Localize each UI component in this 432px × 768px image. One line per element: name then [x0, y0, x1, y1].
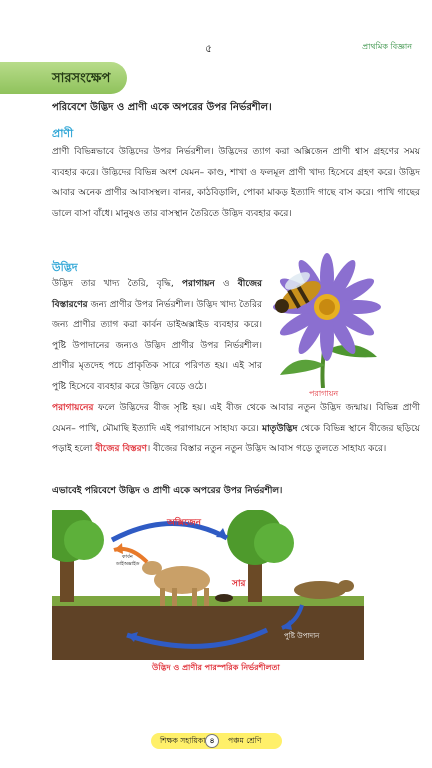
term-mother-plant: মাতৃউদ্ভিদ [262, 423, 298, 434]
summary-title: সারসংক্ষেপ [52, 71, 111, 86]
label-oxygen: অক্সিজেন [167, 518, 202, 528]
label-co2-line1: কার্বন [122, 554, 133, 560]
term-pollination-red: পরাগায়নের [52, 403, 94, 413]
label-co2-line2: ডাইঅক্সাইড [116, 561, 140, 567]
text-run: ফলে উদ্ভিদের বীজ সৃষ্টি হয়। এই বীজ থেকে আবার নতুন উদ্ভিদ জন্মায়। বিভিন্ন প্রাণী যেমন– পাখি, মৌমাছি ইত্যাদি এই পরাগায়নে সাহায্য করে। [52, 403, 420, 434]
text-run: থেকে বিভিন্ন স্থানে বীজের ছড়িয়ে পড়াই হলো [52, 423, 420, 454]
footer-class: পঞ্চম শ্রেণি [228, 736, 262, 745]
footer-book-title: শিক্ষক সহায়িকা [160, 736, 206, 745]
conclusion-sentence: এভাবেই পরিবেশে উদ্ভিদ ও প্রাণী একে অপরের উপর নির্ভরশীল। [52, 486, 283, 496]
heading-prani: প্রাণী [52, 127, 74, 140]
label-manure: সার [232, 579, 246, 589]
interdependence-diagram [52, 510, 364, 660]
summary-banner [0, 62, 127, 94]
text-run: জন্য প্রাণীর উপর নির্ভরশীল। উদ্ভিদ খাদ্য তৈরির জন্য প্রাণীর ত্যাগ করা কার্বন ডাইঅক্সাইড ব্যবহার করে। পুষ্টি উপাদানের জন্যও উদ্ভিদ প্রাণীর উপর নির্ভরশীল। প্রাণীর মৃতদেহ পচে প্রাকৃতিক সারে পরিণত হয়। এই সার পুষ্টি হিসেবে ব্যবহার করে উদ্ভিদ বেড়ে ওঠে। [52, 299, 262, 392]
page-number: ৫ [205, 42, 213, 55]
text-run: । বীজের বিস্তার নতুন নতুন উদ্ভিদ আবাস গড়ে তুলতে সাহায্য করে। [147, 444, 387, 454]
term-seed-dispersal-red: বীজের বিস্তরণ [95, 444, 148, 454]
heading-udbhid: উদ্ভিদ [52, 261, 78, 274]
udbhid-paragraph-2 [52, 398, 420, 460]
pollination-illustration [265, 245, 383, 388]
udbhid-paragraph-1 [52, 274, 262, 397]
text-run: উদ্ভিদ তার খাদ্য তৈরি, বৃদ্ধি, [52, 279, 182, 289]
diagram-caption: উদ্ভিদ ও প্রাণীর পারস্পরিক নির্ভরশীলতা [152, 663, 280, 672]
footer-page-number: ৪ [205, 734, 219, 748]
prani-paragraph: প্রাণী বিভিন্নভাবে উদ্ভিদের উপর নির্ভরশীল। উদ্ভিদের ত্যাগ করা অক্সিজেন প্রাণী শ্বাস গ্রহণের সময় ব্যবহার করে। উদ্ভিদের বিভিন্ন অংশ যেমন– কাণ্ড, শাখা ও ফলমূল প্রাণী খাদ্য হিসেবে গ্রহণ করে। উদ্ভিদ আবার অনেক প্রাণীর আবাসস্থল। বানর, কাঠবিড়ালি, পোকা মাকড় ইত্যাদি গাছে বাস করে। পাখি গাছের ডালে বাসা বাঁধে। মানুষও তার বাসস্থান তৈরিতে উদ্ভিদ ব্যবহার করে। [52, 147, 420, 219]
term-seed-dispersal: বীজের বিস্তারণের [52, 279, 262, 310]
footer-pill [151, 733, 282, 749]
term-pollination: পরাগায়ন [181, 279, 215, 289]
subject-header: প্রাথমিক বিজ্ঞান [362, 42, 412, 51]
label-nutrient: পুষ্টি উপাদান [284, 632, 320, 640]
intro-sentence: পরিবেশে উদ্ভিদ ও প্রাণী একে অপরের উপর নির্ভরশীল। [52, 102, 272, 113]
pollination-caption: পরাগায়ন [309, 389, 339, 398]
text-run: ও [214, 279, 238, 289]
